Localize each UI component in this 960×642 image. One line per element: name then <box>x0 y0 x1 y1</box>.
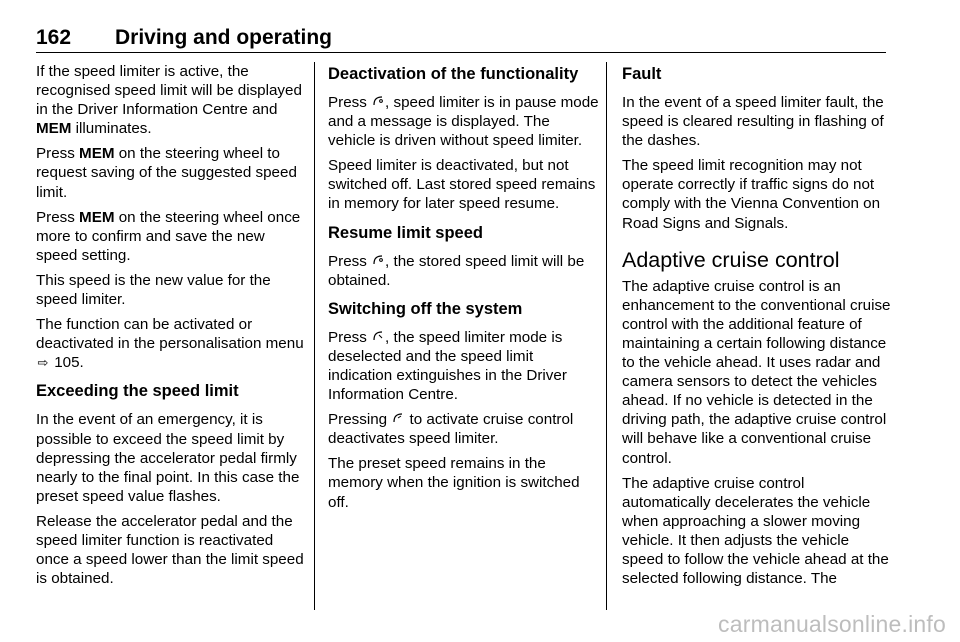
paragraph: Press , the stored speed limit will be obtained. <box>328 252 585 289</box>
heading-adaptive-cruise-control: Adaptive cruise control <box>622 247 840 272</box>
column-left <box>36 62 304 594</box>
paragraph: This speed is the new value for the speed limiter. <box>36 271 271 309</box>
page-reference-icon: ⇨ <box>37 355 49 371</box>
page-header <box>36 24 886 53</box>
paragraph: In the event of a speed limiter fault, the speed is cleared resulting in flashing of the dashes. <box>622 94 884 150</box>
paragraph: Speed limiter is deactivated, but not switched off. Last stored speed remains in memory for later speed resume. <box>328 157 596 213</box>
paragraph: In the event of an emergency, it is possible to exceed the speed limit by depressing the accelerator pedal firmly nearly to the final point. In this case the preset speed value flashes. <box>36 411 300 505</box>
paragraph: The preset speed remains in the memory when the ignition is switched off. <box>328 455 580 511</box>
paragraph: The speed limit recognition may not operate correctly if traffic signs do not comply with the Vienna Convention on Road Signs and Signals. <box>622 157 881 232</box>
heading-deactivation: Deactivation of the functionality <box>328 65 579 83</box>
page-number: 162 <box>36 26 72 49</box>
section-title: Driving and operating <box>115 26 333 49</box>
speed-limiter-icon <box>371 328 385 347</box>
heading-fault: Fault <box>622 65 662 83</box>
column-middle <box>328 62 600 518</box>
mem-label: MEM <box>79 145 115 163</box>
paragraph: Press MEM on the steering wheel once more to confirm and save the new speed setting. <box>36 208 301 264</box>
paragraph: The function can be activated or deactivated in the personalisation menu ⇨ 105. <box>36 316 304 372</box>
resume-limiter-icon <box>371 252 385 271</box>
heading-resume-limit-speed: Resume limit speed <box>328 223 483 242</box>
paragraph: Press , the speed limiter mode is deselected and the speed limit indication extinguishes in the Driver Information Centre. <box>328 328 567 404</box>
page-reference-link[interactable]: 105. <box>50 354 84 372</box>
paragraph: The adaptive cruise control automatically decelerates the vehicle when approaching a slower moving vehicle. It then adjusts the vehicle speed to follow the vehicle ahead at the selected following distance. The <box>622 474 889 588</box>
cruise-control-icon <box>391 410 405 429</box>
paragraph: If the speed limiter is active, the recognised speed limit will be displayed in the Driver Information Centre and MEM illuminates. <box>36 63 302 138</box>
column-divider <box>314 62 315 610</box>
paragraph: Release the accelerator pedal and the speed limiter function is reactivated once a speed lower than the limit speed is obtained. <box>36 512 304 588</box>
pause-limiter-icon <box>371 93 385 112</box>
column-divider <box>606 62 607 610</box>
heading-switching-off: Switching off the system <box>328 299 523 318</box>
heading-exceeding-speed-limit: Exceeding the speed limit <box>36 382 239 401</box>
paragraph: Press MEM on the steering wheel to request saving of the suggested speed limit. <box>36 145 297 201</box>
paragraph: Pressing to activate cruise control deactivates speed limiter. <box>328 411 574 448</box>
paragraph: The adaptive cruise control is an enhancement to the conventional cruise control with the additional feature of maintaining a certain following distance to the vehicle ahead. It uses radar and camera sensors to detect the vehicles ahead. If no vehicle is detected in the driving path, the adaptive cruise control will behave like a conventional cruise control. <box>622 277 891 467</box>
watermark: carmanualsonline.info <box>718 611 946 637</box>
paragraph: Press , speed limiter is in pause mode and a message is displayed. The vehicle is driven without speed limiter. <box>328 94 599 150</box>
mem-label: MEM <box>36 120 72 138</box>
column-right <box>622 62 892 594</box>
mem-label: MEM <box>79 208 115 226</box>
